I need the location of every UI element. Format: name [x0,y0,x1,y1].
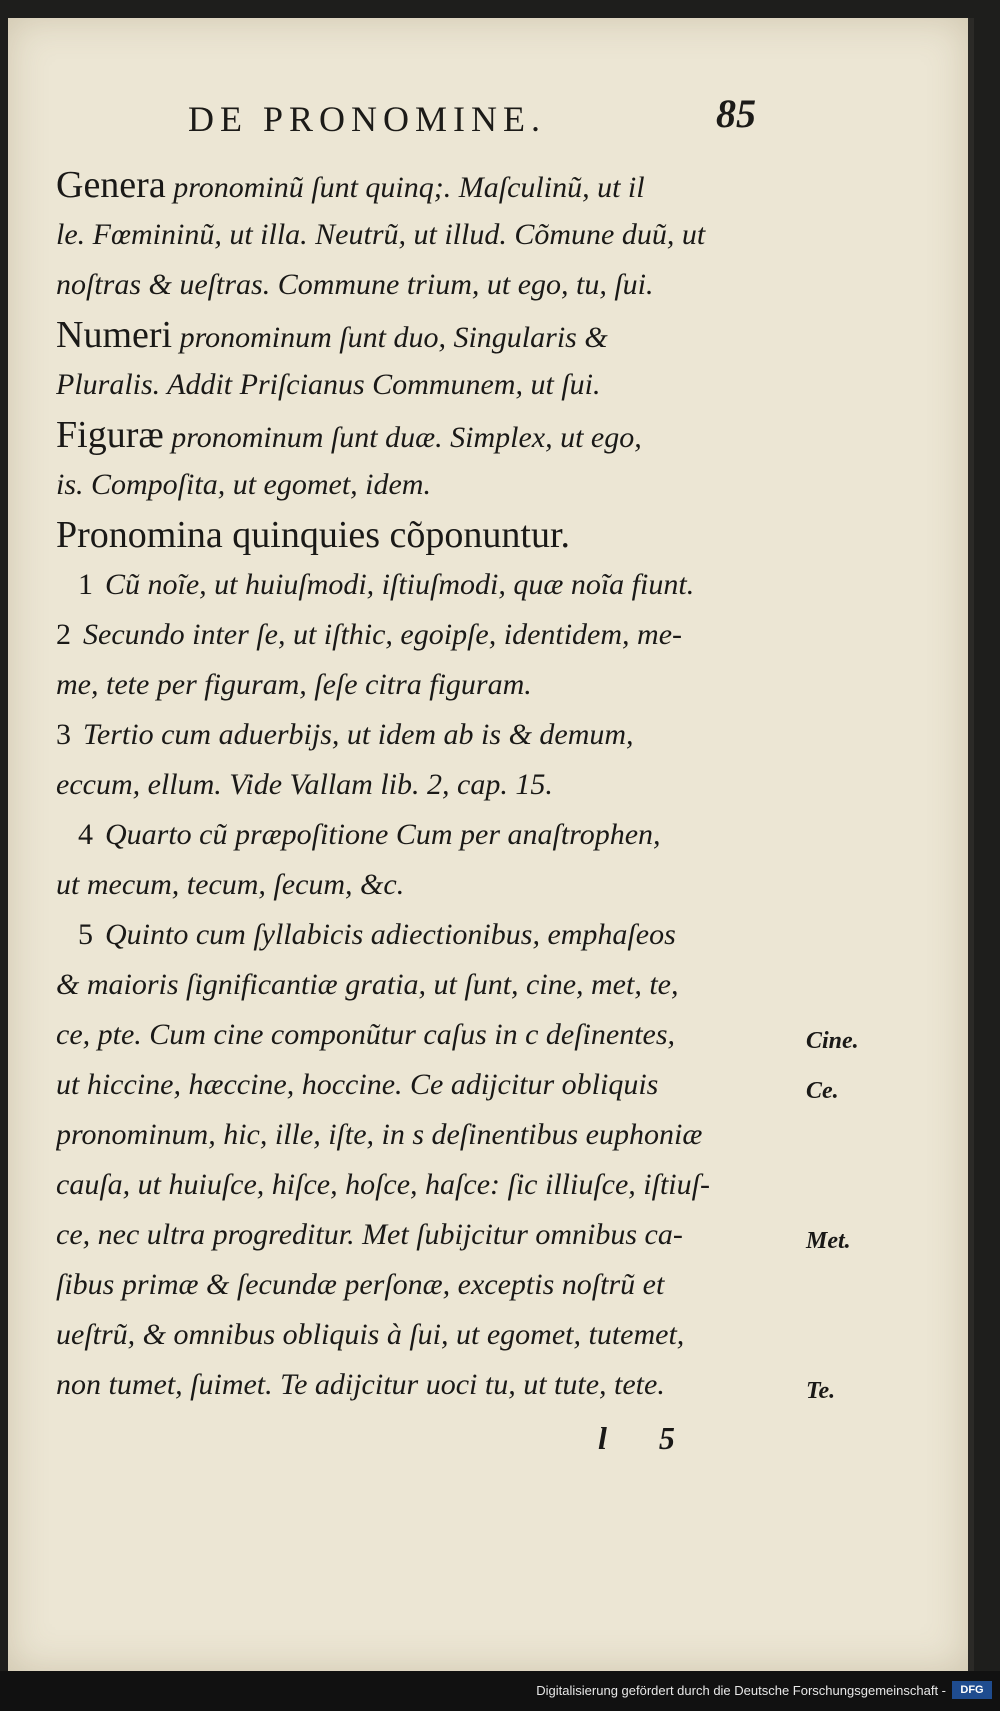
line-text: le. Fœmininũ, ut illa. Neutrũ, ut illud. Cõmune duũ, ut [56,218,706,251]
margin-note: Cine. [806,1028,859,1054]
line-text: pronominum, hic, ille, iſte, in s deſinentibus euphoniæ [56,1118,703,1151]
text-line [56,1310,756,1360]
line-text: Quarto cũ præpoſitione Cum per anaſtrophen, [105,818,661,851]
text-body [56,160,859,1410]
signature-mark: l 5 [598,1420,697,1456]
list-item [56,560,756,610]
line-text: Genera [56,164,166,206]
line-text: non tumet, ſuimet. Te adijcitur uoci tu, ut tute, tete. [56,1368,665,1401]
text-line [56,1160,756,1210]
dfg-logo: DFG [952,1681,992,1699]
text-line [56,1010,756,1060]
line-text: is. Compoſita, ut egomet, idem. [56,468,431,501]
text-line [56,1060,756,1110]
list-item [56,610,756,660]
item-number: 3 [56,718,71,751]
line-text: & maioris ſignificantiæ gratia, ut ſunt, cine, met, te, [56,968,679,1001]
item-number: 2 [56,618,71,651]
line-text: Secundo inter ſe, ut iſthic, egoipſe, identidem, me- [83,618,683,651]
line-text: ut hiccine, hæccine, hoccine. Ce adijcitur obliquis [56,1068,659,1101]
line-text: pronominum ſunt duo, Singularis & [172,321,608,354]
funding-credit: Digitalisierung gefördert durch die Deutsche Forschungsgemeinschaft - [536,1683,946,1698]
page-number: 85 [716,91,756,136]
line-text: Cũ noĩe, ut huiuſmodi, iſtiuſmodi, quæ noĩa fiunt. [105,568,695,601]
text-line [56,360,756,410]
line-text: Tertio cum aduerbijs, ut idem ab is & demum, [83,718,634,751]
item-number: 1 [78,568,93,601]
text-line [56,960,756,1010]
line-text: pronominum ſunt duæ. Simplex, ut ego, [163,421,642,454]
footer-bar [0,1671,1000,1711]
text-line [56,460,756,510]
section-heading [56,510,756,560]
line-text: noſtras & ueſtras. Commune trium, ut ego, tu, ſui. [56,268,654,301]
line-text: ce, nec ultra progreditur. Met ſubijcitur omnibus ca- [56,1218,683,1251]
line-text: ce, pte. Cum cine componũtur caſus in c deſinentes, [56,1018,676,1051]
text-line [56,310,756,360]
line-text: ut mecum, tecum, ſecum, &c. [56,868,405,901]
line-text: ueſtrũ, & omnibus obliquis à ſui, ut egomet, tutemet, [56,1318,685,1351]
line-text: cauſa, ut huiuſce, hiſce, hoſce, haſce: ſic illiuſce, iſtiuſ- [56,1168,710,1201]
list-item [56,910,756,960]
text-line [56,1360,756,1410]
text-line [56,1210,756,1260]
margin-note: Te. [806,1378,836,1404]
list-item [56,810,756,860]
text-line [56,660,756,710]
book-page [8,18,968,1671]
line-text: Quinto cum ſyllabicis adiectionibus, emphaſeos [105,918,676,951]
list-item [56,710,756,760]
line-text: ſibus primæ & ſecundæ perſonæ, exceptis noſtrũ et [56,1268,665,1301]
text-line [56,160,756,210]
text-line [56,410,756,460]
line-text: eccum, ellum. Vide Vallam lib. 2, cap. 15. [56,768,553,801]
text-line [56,760,756,810]
line-text: me, tete per figuram, ſeſe citra figuram. [56,668,532,701]
line-text: Numeri [56,314,173,356]
text-line [56,210,756,260]
text-line [56,260,756,310]
text-line [56,1110,756,1160]
line-text: Pluralis. Addit Priſcianus Communem, ut ſui. [56,368,601,401]
line-text: Figuræ [56,414,164,456]
margin-note: Met. [806,1228,851,1254]
item-number: 4 [78,818,93,851]
running-head: DE PRONOMINE. [188,99,547,139]
item-number: 5 [78,918,93,951]
text-line [56,860,756,910]
margin-note: Ce. [806,1078,839,1104]
line-text: pronominũ ſunt quinq;. Maſculinũ, ut il [165,171,645,204]
text-line [56,1260,756,1310]
line-text: Pronomina quinquies cõponuntur. [56,514,571,556]
page-header [188,88,756,148]
